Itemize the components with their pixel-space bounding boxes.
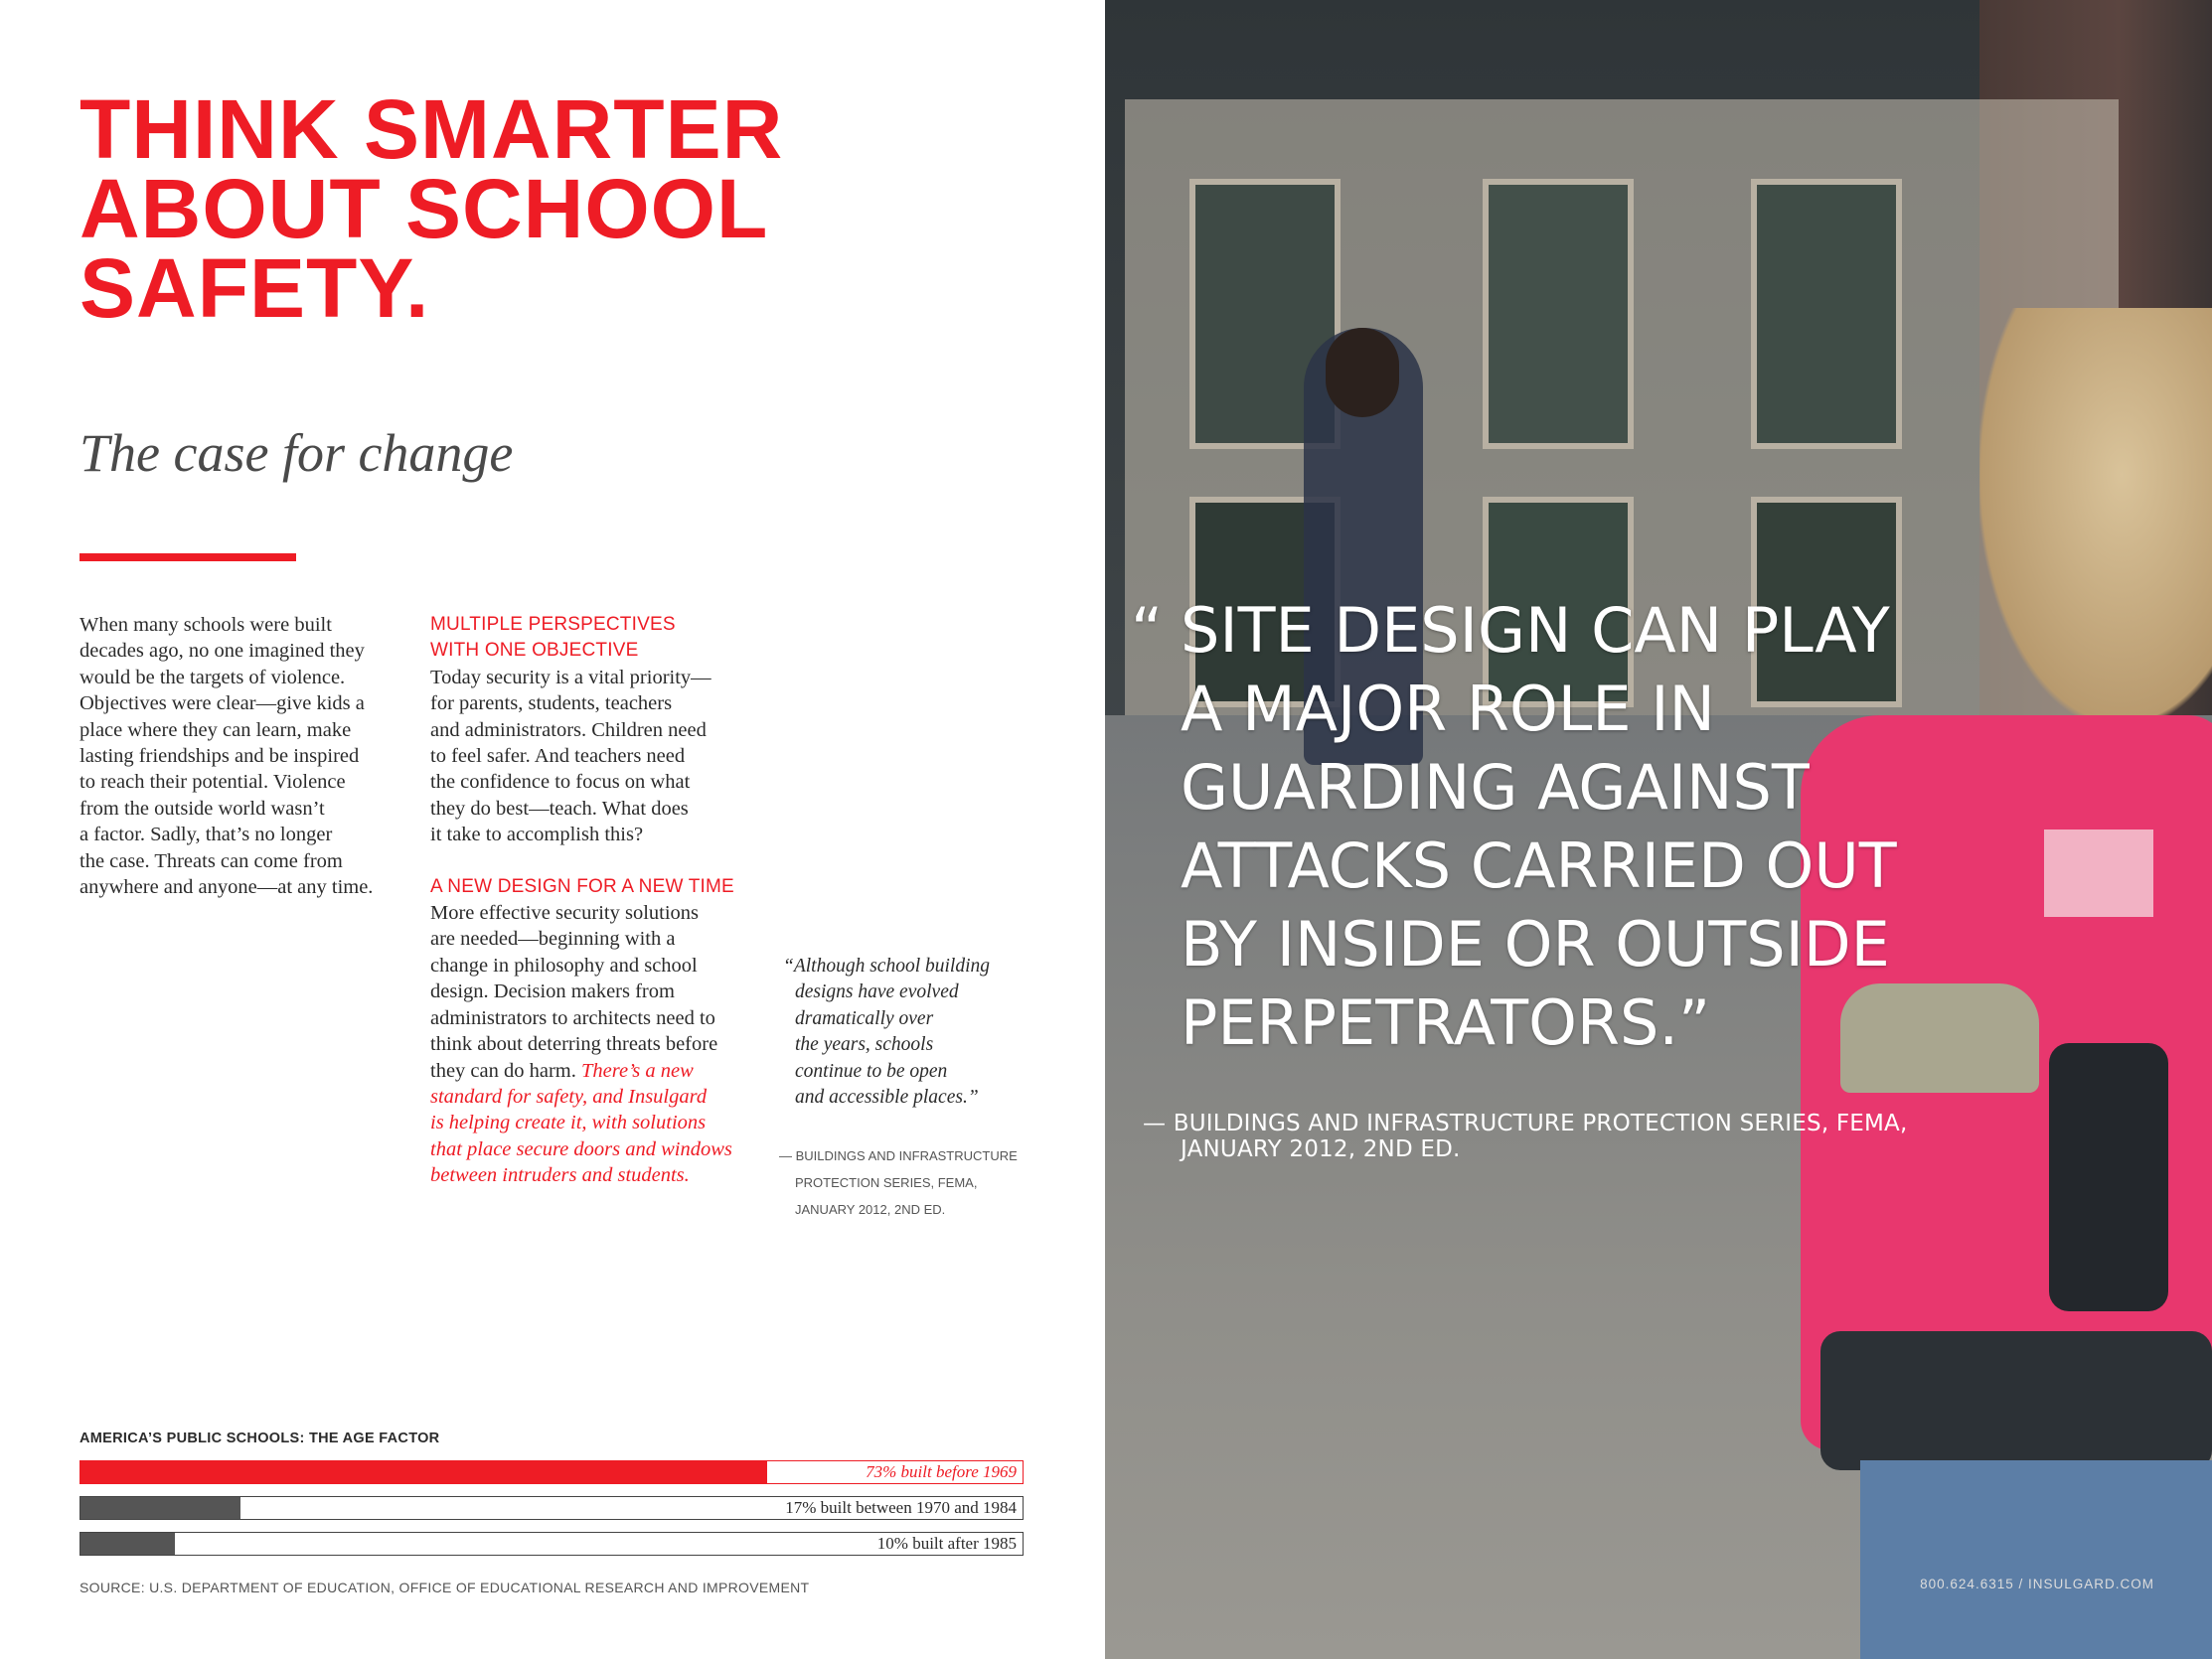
- source-line: PROTECTION SERIES, FEMA,: [795, 1175, 978, 1190]
- highlight-line: that place secure doors and windows: [430, 1137, 732, 1160]
- body-line: would be the targets of violence.: [79, 666, 346, 688]
- quote-line: GUARDING AGAINST: [1181, 751, 1810, 824]
- section-heading: A NEW DESIGN FOR A NEW TIME: [430, 875, 734, 897]
- left-page: [0, 0, 1105, 1659]
- headline-line: THINK SMARTER: [79, 82, 784, 176]
- body-line: are needed—beginning with a: [430, 928, 676, 951]
- attribution-line: JANUARY 2012, 2ND ED.: [1181, 1136, 1461, 1162]
- chart-bar-row: [79, 1532, 1024, 1556]
- backpack-base: [1820, 1331, 2212, 1470]
- body-line: it take to accomplish this?: [430, 824, 644, 846]
- highlight-line: is helping create it, with solutions: [430, 1112, 707, 1134]
- door-window: [1483, 179, 1634, 449]
- jeans: [1860, 1460, 2212, 1659]
- section-heading: MULTIPLE PERSPECTIVES: [430, 614, 676, 635]
- feature-quote: [1131, 591, 2075, 1062]
- body-line: a factor. Sadly, that’s no longer: [79, 824, 333, 846]
- body-line: to reach their potential. Violence: [79, 771, 346, 794]
- body-line: Today security is a vital priority—: [430, 666, 711, 688]
- body-line: design. Decision makers from: [430, 980, 675, 1003]
- pull-quote: [783, 954, 1053, 1111]
- chart-bar: [80, 1533, 175, 1555]
- body-line: for parents, students, teachers: [430, 692, 673, 715]
- quote-line: the years, schools: [795, 1034, 934, 1056]
- chart-bar-label: 10% built after 1985: [876, 1534, 1017, 1553]
- intro-column: [79, 612, 417, 900]
- photo-panel: [1105, 0, 2212, 1659]
- pull-quote-source: [779, 1142, 1018, 1223]
- quote-attribution: [1143, 1111, 1908, 1162]
- body-line: lasting friendships and be inspired: [79, 745, 360, 768]
- backpack-mesh: [2049, 1043, 2168, 1311]
- quote-line: A MAJOR ROLE IN: [1181, 673, 1715, 745]
- body-line: place where they can learn, make: [79, 718, 352, 741]
- attribution-line: — BUILDINGS AND INFRASTRUCTURE PROTECTION SERIES, FEMA,: [1143, 1111, 1908, 1136]
- body-line: they do best—teach. What does: [430, 797, 689, 820]
- highlight-line: between intruders and students.: [430, 1164, 690, 1187]
- chart-bar: [80, 1461, 767, 1483]
- headline-line: SAFETY.: [79, 241, 430, 335]
- source-line: JANUARY 2012, 2ND ED.: [795, 1202, 946, 1217]
- quote-line: dramatically over: [795, 1007, 934, 1029]
- chart-bar: [80, 1497, 240, 1519]
- highlight-text: There’s a new: [581, 1059, 694, 1082]
- body-line: When many schools were built: [79, 614, 332, 636]
- headline: [79, 82, 784, 335]
- quote-line: continue to be open: [795, 1060, 948, 1082]
- body-text: they can do harm.: [430, 1059, 581, 1082]
- quote-line: ATTACKS CARRIED OUT: [1181, 830, 1897, 902]
- source-line: — BUILDINGS AND INFRASTRUCTURE: [779, 1148, 1018, 1163]
- quote-line: PERPETRATORS.”: [1181, 986, 1711, 1059]
- section-heading: WITH ONE OBJECTIVE: [430, 640, 639, 662]
- body-line: anywhere and anyone—at any time.: [79, 876, 374, 899]
- chart-title: AMERICA’S PUBLIC SCHOOLS: THE AGE FACTOR: [79, 1431, 440, 1446]
- open-quote-mark: “: [1131, 594, 1164, 667]
- body-line: change in philosophy and school: [430, 954, 698, 977]
- body-line: think about deterring threats before: [430, 1033, 718, 1056]
- quote-line: and accessible places.”: [795, 1087, 979, 1109]
- body-line: decades ago, no one imagined they: [79, 640, 365, 663]
- body-line: the case. Threats can come from: [79, 849, 343, 872]
- chart-bar-label: 17% built between 1970 and 1984: [785, 1498, 1017, 1517]
- door-window: [1751, 179, 1902, 449]
- chart-bar-label: 73% built before 1969: [866, 1462, 1017, 1481]
- red-divider: [79, 553, 296, 561]
- chart-bar-row: [79, 1496, 1024, 1520]
- body-line: More effective security solutions: [430, 902, 700, 925]
- contact-info: 800.624.6315 / INSULGARD.COM: [1920, 1577, 2154, 1591]
- body-line: Objectives were clear—give kids a: [79, 692, 365, 715]
- headline-line: ABOUT SCHOOL: [79, 162, 769, 255]
- quote-line: SITE DESIGN CAN PLAY: [1181, 594, 1890, 667]
- body-line: to feel safer. And teachers need: [430, 745, 686, 768]
- body-line-mixed: [430, 1058, 758, 1084]
- body-line: and administrators. Children need: [430, 718, 707, 741]
- body-line: from the outside world wasn’t: [79, 797, 325, 820]
- chart-bar-row: [79, 1460, 1024, 1484]
- sections-column: [430, 612, 758, 1189]
- background-student-head: [1326, 328, 1399, 417]
- body-line: the confidence to focus on what: [430, 771, 691, 794]
- quote-line: BY INSIDE OR OUTSIDE: [1181, 908, 1890, 980]
- quote-line: “Although school building: [783, 956, 991, 977]
- chart-source: SOURCE: U.S. DEPARTMENT OF EDUCATION, OFFICE OF EDUCATIONAL RESEARCH AND IMPROVEMENT: [79, 1580, 810, 1595]
- highlight-line: standard for safety, and Insulgard: [430, 1085, 708, 1108]
- body-line: administrators to architects need to: [430, 1006, 715, 1029]
- quote-line: designs have evolved: [795, 981, 959, 1003]
- subtitle: The case for change: [79, 423, 514, 483]
